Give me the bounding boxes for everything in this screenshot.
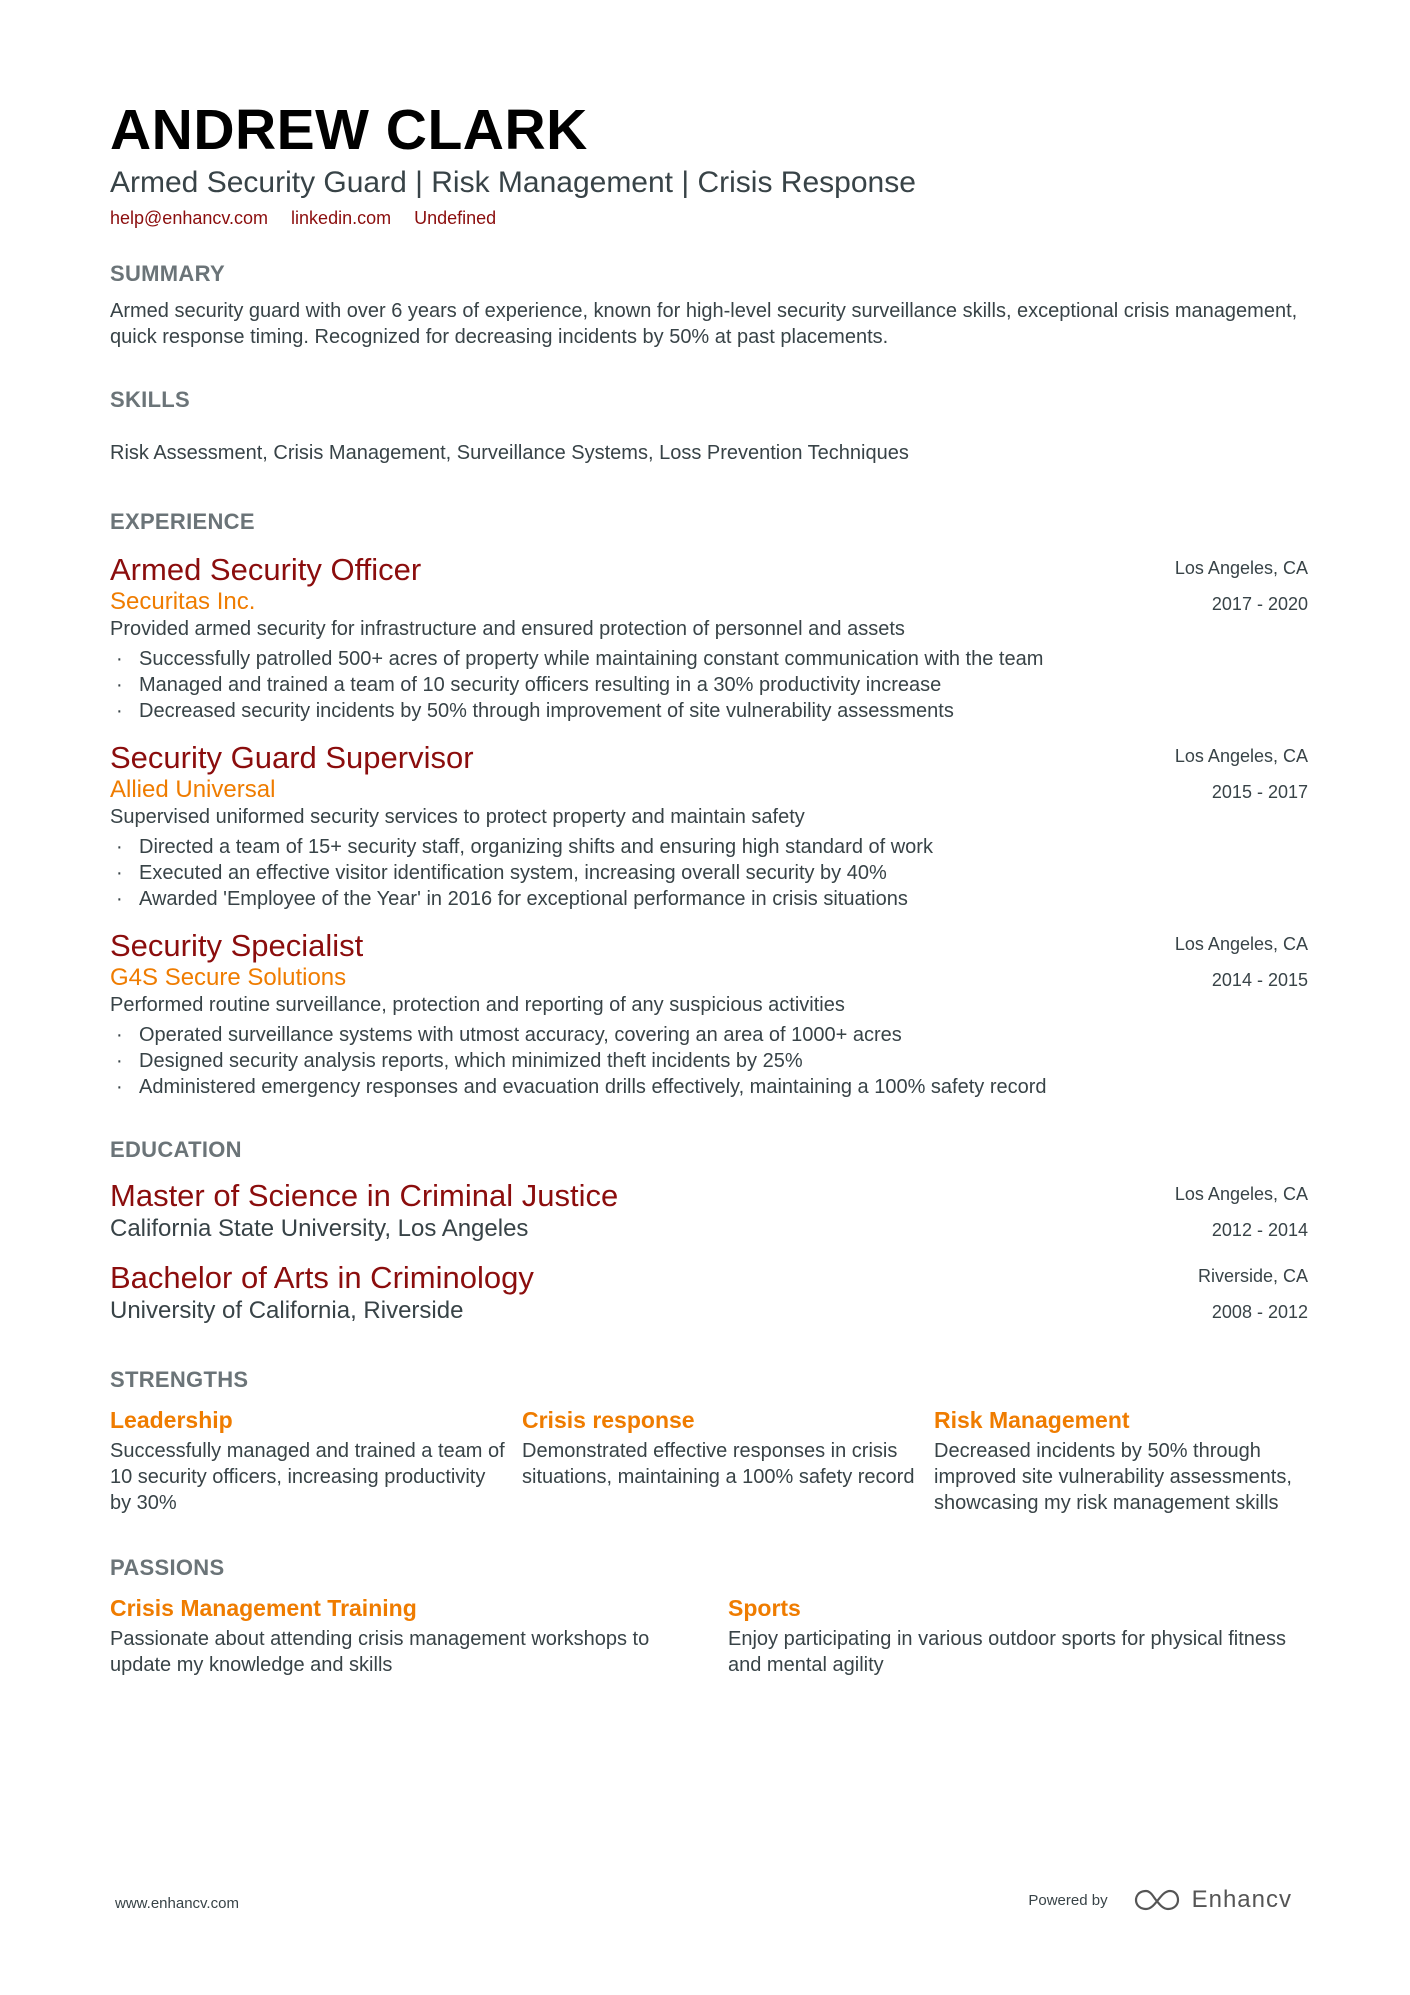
degree-title: Bachelor of Arts in Criminology bbox=[110, 1260, 534, 1295]
education-section bbox=[110, 1136, 1308, 1326]
strength-text: Decreased incidents by 50% through improved site vulnerability assessments, showcasing my risk management skills bbox=[934, 1440, 1292, 1514]
footer-website[interactable]: www.enhancv.com bbox=[115, 1895, 239, 1912]
skills-heading: SKILLS bbox=[110, 387, 191, 412]
contact-info bbox=[110, 206, 1308, 230]
education-dates: 2012 - 2014 bbox=[1211, 1220, 1308, 1240]
experience-section bbox=[110, 508, 1308, 1100]
summary-text: Armed security guard with over 6 years of experience, known for high-level security surveillance skills, exceptional crisis management, quick response timing. Recognized for decreasing incidents by 50% at past placements. bbox=[110, 300, 1298, 348]
entry-meta bbox=[1175, 550, 1308, 622]
skills-section bbox=[110, 386, 1308, 466]
entry-meta bbox=[1175, 1176, 1308, 1248]
achievement-item: · Administered emergency responses and evacuation drills effectively, maintaining a 100% safety record bbox=[110, 1074, 1308, 1100]
job-location: Los Angeles, CA bbox=[1174, 746, 1308, 766]
strength-text: Demonstrated effective responses in crisis situations, maintaining a 100% safety record bbox=[522, 1440, 915, 1488]
experience-heading: EXPERIENCE bbox=[110, 509, 255, 534]
header bbox=[110, 96, 1308, 230]
strengths-heading: STRENGTHS bbox=[110, 1367, 249, 1392]
company-name: Securitas Inc. bbox=[110, 588, 256, 615]
strengths-section bbox=[110, 1366, 1308, 1516]
contact-linkedin[interactable]: linkedin.com bbox=[291, 208, 392, 228]
summary-section bbox=[110, 260, 1308, 350]
achievement-item: · Designed security analysis reports, which minimized theft incidents by 25% bbox=[110, 1048, 1308, 1074]
strengths-grid bbox=[110, 1406, 1308, 1516]
job-dates: 2015 - 2017 bbox=[1211, 782, 1308, 802]
achievement-item: · Decreased security incidents by 50% through improvement of site vulnerability assessments bbox=[110, 698, 1308, 724]
job-description: Provided armed security for infrastructure and ensured protection of personnel and assets bbox=[110, 618, 905, 640]
job-dates: 2017 - 2020 bbox=[1211, 594, 1308, 614]
contact-email[interactable]: help@enhancv.com bbox=[110, 208, 269, 228]
entry-meta bbox=[1175, 738, 1308, 810]
company-name: G4S Secure Solutions bbox=[110, 964, 347, 991]
education-entry bbox=[110, 1178, 1308, 1244]
degree-title: Master of Science in Criminal Justice bbox=[110, 1178, 619, 1213]
company-name: Allied Universal bbox=[110, 776, 276, 803]
entry-meta bbox=[1175, 926, 1308, 998]
candidate-name: ANDREW CLARK bbox=[110, 98, 588, 162]
candidate-tagline: Armed Security Guard | Risk Management | Crisis Response bbox=[110, 166, 916, 199]
passion-item bbox=[728, 1594, 1308, 1678]
achievement-item: · Operated surveillance systems with utmost accuracy, covering an area of 1000+ acres bbox=[110, 1022, 1308, 1048]
job-description: Performed routine surveillance, protection and reporting of any suspicious activities bbox=[110, 994, 845, 1016]
brand-name: Enhancv bbox=[1191, 1886, 1292, 1913]
school-location: Los Angeles, CA bbox=[1174, 1184, 1308, 1204]
strength-item bbox=[522, 1406, 934, 1516]
job-location: Los Angeles, CA bbox=[1174, 934, 1308, 954]
summary-heading: SUMMARY bbox=[110, 261, 225, 286]
contact-location: Undefined bbox=[414, 208, 497, 228]
achievement-item: · Directed a team of 15+ security staff, organizing shifts and ensuring high standard of work bbox=[110, 834, 1308, 860]
strength-title: Risk Management bbox=[934, 1407, 1130, 1433]
passion-text: Enjoy participating in various outdoor sports for physical fitness and mental agility bbox=[728, 1628, 1287, 1676]
achievement-list bbox=[110, 834, 1308, 912]
job-title: Security Guard Supervisor bbox=[110, 740, 474, 775]
skills-text: Risk Assessment, Crisis Management, Surveillance Systems, Loss Prevention Techniques bbox=[110, 442, 909, 464]
job-title: Security Specialist bbox=[110, 928, 364, 963]
experience-entry bbox=[110, 740, 1308, 912]
passion-text: Passionate about attending crisis management workshops to update my knowledge and skills bbox=[110, 1628, 650, 1676]
job-location: Los Angeles, CA bbox=[1174, 558, 1308, 578]
job-description: Supervised uniformed security services to protect property and maintain safety bbox=[110, 806, 805, 828]
strength-title: Crisis response bbox=[522, 1407, 695, 1433]
strength-item bbox=[110, 1406, 522, 1516]
passion-title: Sports bbox=[728, 1595, 801, 1621]
passions-heading: PASSIONS bbox=[110, 1555, 225, 1580]
passion-item bbox=[110, 1594, 728, 1678]
entry-meta bbox=[1198, 1258, 1308, 1330]
experience-entry bbox=[110, 552, 1308, 724]
school-name: University of California, Riverside bbox=[110, 1297, 464, 1324]
experience-entry bbox=[110, 928, 1308, 1100]
achievement-item: · Managed and trained a team of 10 security officers resulting in a 30% productivity increase bbox=[110, 672, 1308, 698]
passions-grid bbox=[110, 1594, 1308, 1678]
strength-item bbox=[934, 1406, 1308, 1516]
education-dates: 2008 - 2012 bbox=[1211, 1302, 1308, 1322]
school-location: Riverside, CA bbox=[1197, 1266, 1308, 1286]
achievement-list bbox=[110, 1022, 1308, 1100]
strength-title: Leadership bbox=[110, 1407, 233, 1433]
passions-section bbox=[110, 1554, 1308, 1678]
job-dates: 2014 - 2015 bbox=[1211, 970, 1308, 990]
achievement-item: · Executed an effective visitor identification system, increasing overall security by 40% bbox=[110, 860, 1308, 886]
school-name: California State University, Los Angeles bbox=[110, 1215, 529, 1242]
education-heading: EDUCATION bbox=[110, 1137, 242, 1162]
education-entry bbox=[110, 1260, 1308, 1326]
job-title: Armed Security Officer bbox=[110, 552, 422, 587]
resume-content bbox=[110, 96, 1308, 1678]
powered-by-label: Powered by bbox=[1028, 1891, 1108, 1909]
enhancv-logo-icon bbox=[1134, 1887, 1180, 1913]
passion-title: Crisis Management Training bbox=[110, 1595, 417, 1621]
achievement-list bbox=[110, 646, 1308, 724]
footer-branding bbox=[1028, 1886, 1292, 1914]
achievement-item: · Awarded 'Employee of the Year' in 2016 for exceptional performance in crisis situations bbox=[110, 886, 1308, 912]
strength-text: Successfully managed and trained a team of 10 security officers, increasing productivity by 30% bbox=[110, 1440, 505, 1514]
achievement-item: · Successfully patrolled 500+ acres of property while maintaining constant communication with the team bbox=[110, 646, 1308, 672]
